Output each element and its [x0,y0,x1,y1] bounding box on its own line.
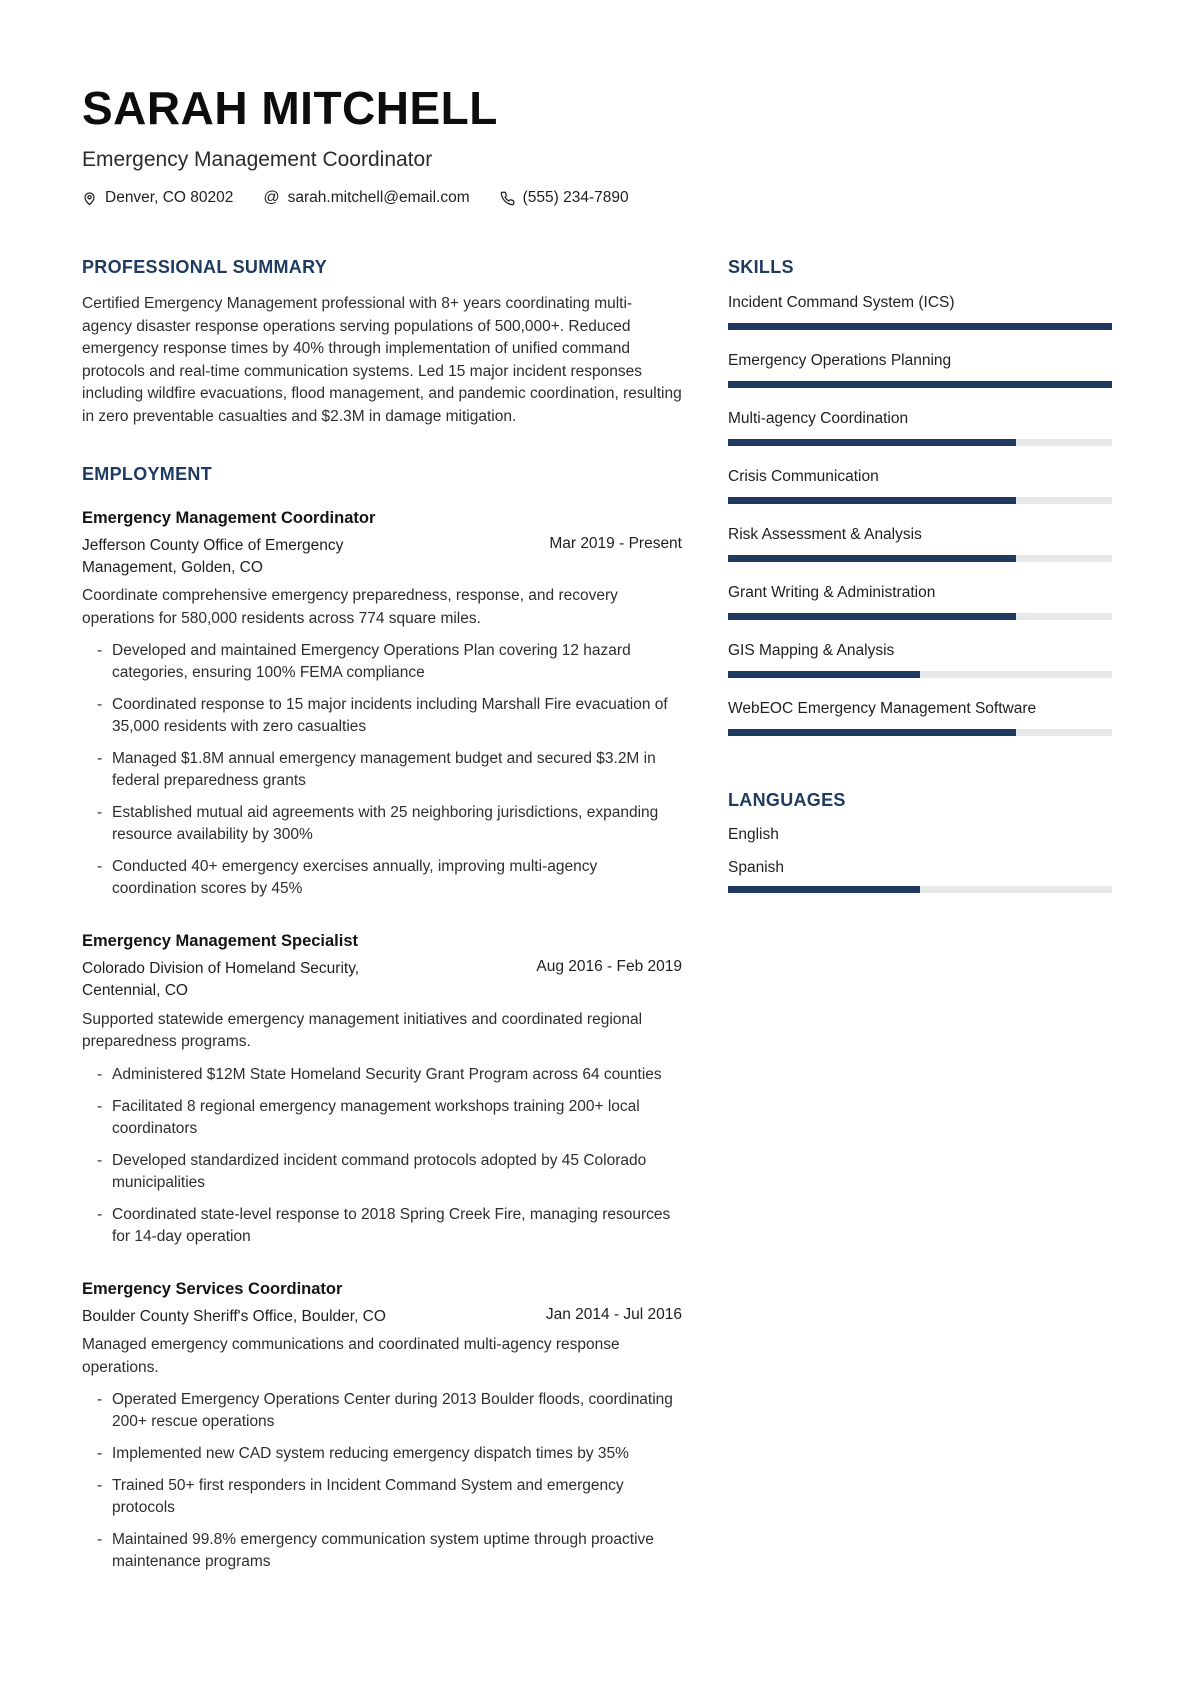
phone-text: (555) 234-7890 [522,189,629,207]
skill-bar-fill [728,555,1016,562]
skill-label: Grant Writing & Administration [728,583,936,601]
language-name: Spanish [728,858,785,876]
job-bullet: - Maintained 99.8% emergency communication system uptime through proactive maintenance programs [82,1529,682,1573]
employment-heading: EMPLOYMENT [82,464,213,485]
language-bar-fill [728,886,920,893]
skill-bar-track [728,671,1112,678]
phone-icon [500,191,515,206]
job-bullet: - Developed standardized incident command protocols adopted by 45 Colorado municipalities [82,1150,682,1194]
skill-bar-track [728,497,1112,504]
candidate-title: Emergency Management Coordinator [82,148,433,172]
job-entry [82,932,682,1247]
skill-bar-track [728,729,1112,736]
job-bullet: - Facilitated 8 regional emergency management workshops training 200+ local coordinators [82,1096,682,1140]
skill-item [728,293,1112,330]
skill-bar-track [728,555,1112,562]
skill-bar-track [728,613,1112,620]
language-name: English [728,825,779,843]
languages-heading: LANGUAGES [728,789,846,810]
summary-text: Certified Emergency Management professional with 8+ years coordinating multi-agency disaster response operations serving populations of 500,000+. Reduced emergency response times by 40% through implementation of unified command protocols and real-time communication systems. Led 15 major incident responses including wildfire evacuations, flood management, and pandemic coordination, resulting in zero preventable casualties and $2.3M in damage mitigation. [82,295,682,425]
job-company: Jefferson County Office of Emergency Management, Golden, CO [82,537,344,576]
language-item [728,859,1112,893]
skill-bar-track [728,439,1112,446]
job-bullet-list [82,1064,682,1248]
location-pin-icon [82,191,97,206]
contact-email [263,189,469,207]
job-title: Emergency Management Specialist [82,932,359,951]
job-bullet: - Coordinated response to 15 major incidents including Marshall Fire evacuation of 35,000 residents with zero casualties [82,694,682,738]
location-text: Denver, CO 80202 [105,189,234,207]
skill-bar-fill [728,729,1016,736]
job-title: Emergency Services Coordinator [82,1279,343,1298]
employment-section [82,464,682,1573]
resume-header [82,84,1112,207]
job-dates: Aug 2016 - Feb 2019 [536,958,682,976]
job-bullet: - Administered $12M State Homeland Security Grant Program across 64 counties [82,1064,682,1086]
skill-bar-fill [728,671,920,678]
skill-bar-fill [728,439,1016,446]
skill-item [728,583,1112,620]
job-description: Coordinate comprehensive emergency preparedness, response, and recovery operations for 580,000 residents across 774 square miles. [82,587,618,627]
job-bullet: - Implemented new CAD system reducing emergency dispatch times by 35% [82,1443,682,1465]
skill-label: Incident Command System (ICS) [728,294,955,312]
main-column [82,257,682,1583]
job-bullet-list [82,640,682,900]
skill-label: Risk Assessment & Analysis [728,525,922,543]
job-bullet: - Established mutual aid agreements with 25 neighboring jurisdictions, expanding resource availability by 300% [82,802,682,846]
skills-heading: SKILLS [728,257,794,278]
skill-label: WebEOC Emergency Management Software [728,699,1037,717]
job-description: Supported statewide emergency management initiatives and coordinated regional preparedness programs. [82,1010,643,1051]
skill-label: GIS Mapping & Analysis [728,641,895,659]
skill-label: Crisis Communication [728,468,879,486]
skill-item [728,699,1112,736]
job-company: Colorado Division of Homeland Security, Centennial, CO [82,960,360,1000]
languages-section [728,790,1112,893]
email-text: sarah.mitchell@email.com [287,189,470,207]
contact-phone [500,189,629,207]
skill-bar-fill [728,323,1112,330]
job-dates: Mar 2019 - Present [549,535,682,553]
job-company: Boulder County Sheriff's Office, Boulder, CO [82,1307,386,1325]
job-entry [82,1280,682,1574]
skill-item [728,525,1112,562]
summary-heading: PROFESSIONAL SUMMARY [82,257,328,278]
language-bar-track [728,886,1112,893]
job-bullet: - Conducted 40+ emergency exercises annually, improving multi-agency coordination scores by 45% [82,856,682,900]
job-bullet: - Coordinated state-level response to 2018 Spring Creek Fire, managing resources for 14-day operation [82,1204,682,1248]
sidebar-column [728,257,1112,1583]
job-bullet: - Developed and maintained Emergency Operations Plan covering 12 hazard categories, ensuring 100% FEMA compliance [82,640,682,684]
skill-item [728,351,1112,388]
candidate-name: SARAH MITCHELL [82,82,498,134]
job-entry [82,509,682,900]
skill-item [728,409,1112,446]
skills-section [728,257,1112,735]
skill-item [728,467,1112,504]
job-bullet-list [82,1389,682,1573]
job-bullet: - Managed $1.8M annual emergency management budget and secured $3.2M in federal preparedness grants [82,748,682,792]
job-bullet: - Operated Emergency Operations Center during 2013 Boulder floods, coordinating 200+ rescue operations [82,1389,682,1433]
job-title: Emergency Management Coordinator [82,509,376,528]
job-description: Managed emergency communications and coordinated multi-agency response operations. [82,1336,620,1376]
skill-label: Emergency Operations Planning [728,352,952,370]
skill-bar-fill [728,381,1112,388]
job-bullet: - Trained 50+ first responders in Incident Command System and emergency protocols [82,1475,682,1519]
language-item [728,826,1112,844]
at-icon: @ [263,189,280,207]
summary-section [82,257,682,428]
skill-label: Multi-agency Coordination [728,410,909,428]
contact-location [82,189,233,207]
skill-bar-track [728,381,1112,388]
job-dates: Jan 2014 - Jul 2016 [545,1305,682,1323]
skill-bar-fill [728,497,1016,504]
skill-bar-fill [728,613,1016,620]
contact-row [82,189,1112,207]
skill-item [728,641,1112,678]
skill-bar-track [728,323,1112,330]
